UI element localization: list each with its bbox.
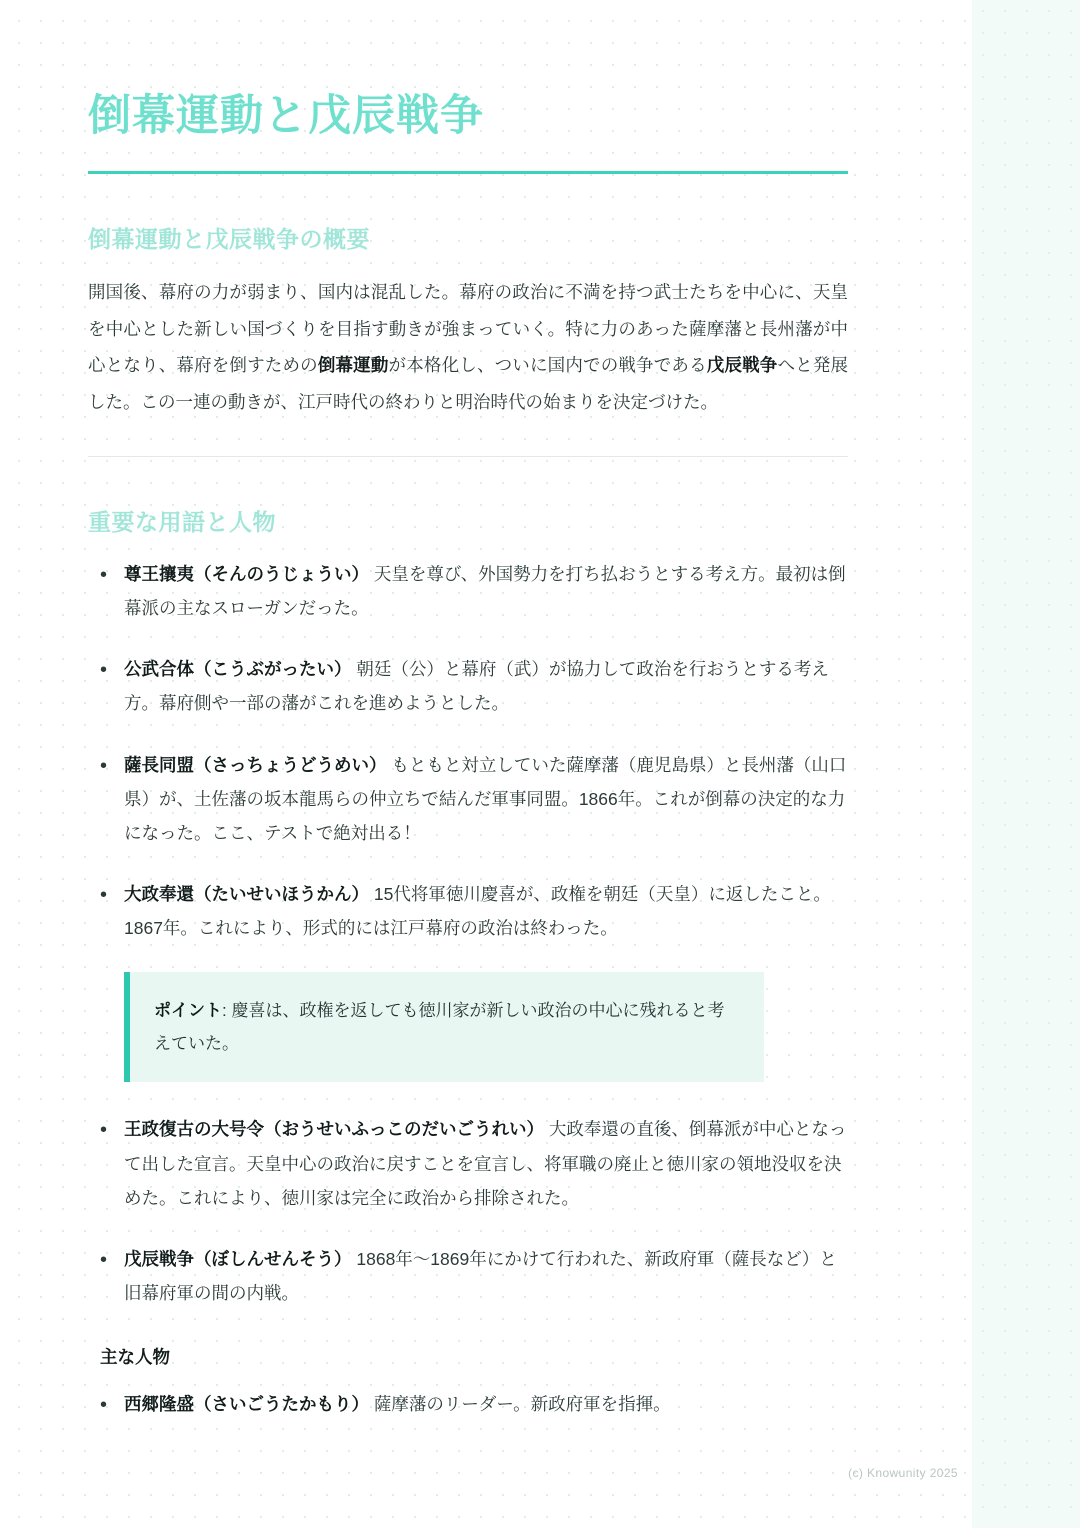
list-item bbox=[88, 1387, 848, 1421]
term-description: 天皇を尊び、外国勢力を打ち払おうとする考え方。最初は倒幕派の主なスローガンだった。 bbox=[124, 564, 846, 619]
list-item bbox=[88, 652, 848, 720]
term-name: 王政復古の大号令（おうせいふっこのだいごうれい） bbox=[124, 1119, 544, 1140]
section-heading-terms: 重要な用語と人物 bbox=[88, 509, 276, 535]
callout-label: ポイント bbox=[154, 1001, 222, 1021]
terms-list-continued bbox=[88, 1112, 848, 1310]
overview-paragraph bbox=[88, 274, 848, 420]
term-description: 朝廷（公）と幕府（武）が協力して政治を行おうとする考え方。幕府側や一部の藩がこれを進めようとした。 bbox=[124, 659, 829, 714]
callout-text: 慶喜は、政権を返しても徳川家が新しい政治の中心に残れると考えていた。 bbox=[154, 1001, 725, 1054]
callout-point bbox=[124, 972, 764, 1082]
term-name: 大政奉還（たいせいほうかん） bbox=[124, 883, 369, 904]
overview-part-2: が本格化し、ついに国内での戦争である bbox=[388, 355, 707, 376]
callout-separator: : bbox=[222, 1001, 227, 1021]
person-description: 薩摩藩のリーダー。新政府軍を指揮。 bbox=[373, 1394, 671, 1415]
person-name: 西郷隆盛（さいごうたかもり） bbox=[124, 1394, 369, 1415]
title-divider bbox=[88, 171, 848, 174]
overview-part-0: 開国後、幕府の力が弱まり、国内は混乱した。幕府の政治に不満を持つ武士たちを中心に、天皇を中心とした新しい国づくりを目指す動きが強まっていく。特に力のあった薩摩藩と長州藩が中心となり、幕府を倒すための bbox=[88, 282, 848, 376]
list-item bbox=[88, 1242, 848, 1310]
term-name: 尊王攘夷（そんのうじょうい） bbox=[124, 564, 369, 584]
list-item bbox=[88, 748, 848, 850]
list-item bbox=[88, 877, 848, 945]
term-name: 戊辰戦争（ぼしんせんそう） bbox=[124, 1248, 352, 1269]
list-item bbox=[88, 557, 848, 625]
term-name: 薩長同盟（さっちょうどうめい） bbox=[124, 754, 387, 775]
document-content bbox=[88, 0, 848, 1448]
people-subheading: 主な人物 bbox=[100, 1347, 170, 1368]
terms-list bbox=[88, 557, 848, 945]
term-name: 公武合体（こうぶがったい） bbox=[124, 659, 352, 680]
overview-part-1: 倒幕運動 bbox=[317, 355, 389, 376]
term-description: 大政奉還の直後、倒幕派が中心となって出した宣言。天皇中心の政治に戻すことを宣言し、将軍職の廃止と徳川家の領地没収を決めた。これにより、徳川家は完全に政治から排除された。 bbox=[124, 1119, 847, 1208]
overview-part-4: へと発展した。この一連の動きが、江戸時代の終わりと明治時代の始まりを決定づけた。 bbox=[88, 355, 849, 412]
page-title: 倒幕運動と戊辰戦争 bbox=[88, 92, 484, 140]
term-description: 15代将軍徳川慶喜が、政権を朝廷（天皇）に返したこと。1867年。これにより、形式的には江戸幕府の政治は終わった。 bbox=[124, 883, 831, 938]
decorative-right-band bbox=[970, 0, 1080, 1528]
copyright-footer: (c) Knowunity 2025 bbox=[848, 1466, 958, 1480]
list-item bbox=[88, 1112, 848, 1214]
section-divider bbox=[88, 456, 848, 457]
section-heading-overview: 倒幕運動と戊辰戦争の概要 bbox=[88, 226, 370, 253]
term-description: もともと対立していた薩摩藩（鹿児島県）と長州藩（山口県）が、土佐藩の坂本龍馬らの仲立ちで結んだ軍事同盟。1866年。これが倒幕の決定的な力になった。ここ、テストで絶対出る！ bbox=[124, 754, 847, 843]
overview-part-3: 戊辰戦争 bbox=[706, 355, 778, 376]
decorative-right-divider bbox=[968, 0, 972, 1528]
people-list bbox=[88, 1387, 848, 1421]
term-description: 1868年〜1869年にかけて行われた、新政府軍（薩長など）と旧幕府軍の間の内戦。 bbox=[124, 1248, 837, 1303]
